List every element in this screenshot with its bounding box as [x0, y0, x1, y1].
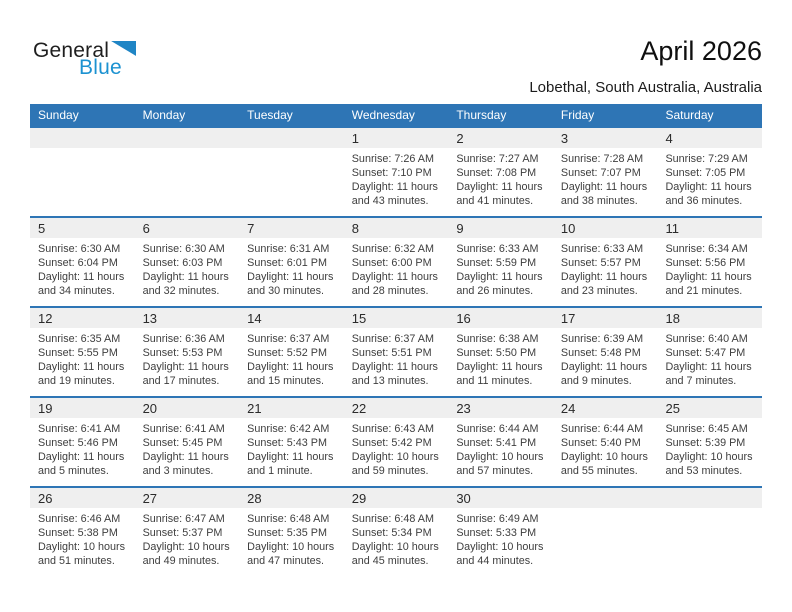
day-details	[448, 148, 553, 208]
sunset-text: Sunset: 5:55 PM	[38, 347, 118, 359]
day-details	[448, 508, 553, 568]
sunrise-text: Sunrise: 6:31 AM	[247, 243, 330, 255]
sunrise-text: Sunrise: 6:36 AM	[142, 333, 225, 345]
day-cell	[239, 128, 344, 216]
day-cell	[135, 308, 240, 396]
day-number: 29	[344, 488, 449, 508]
daylight-text: Daylight: 10 hours and 44 minutes.	[456, 541, 544, 567]
calendar-body	[30, 126, 762, 576]
sunrise-text: Sunrise: 6:45 AM	[665, 423, 748, 435]
daylight-text: Daylight: 11 hours and 11 minutes.	[456, 361, 543, 387]
daylight-text: Daylight: 10 hours and 57 minutes.	[456, 451, 544, 477]
day-number: 14	[239, 308, 344, 328]
day-details	[448, 328, 553, 388]
sunset-text: Sunset: 6:01 PM	[247, 257, 327, 269]
sunset-text: Sunset: 5:42 PM	[351, 437, 432, 449]
day-number: 20	[135, 398, 240, 418]
sunset-text: Sunset: 5:39 PM	[665, 437, 746, 449]
sunrise-text: Sunrise: 6:46 AM	[38, 513, 121, 525]
day-details	[657, 418, 762, 478]
day-number: 7	[239, 218, 344, 238]
daylight-text: Daylight: 10 hours and 55 minutes.	[560, 451, 648, 477]
sunset-text: Sunset: 5:53 PM	[142, 347, 223, 359]
sunrise-text: Sunrise: 6:44 AM	[456, 423, 539, 435]
day-details	[344, 418, 449, 478]
day-cell	[30, 398, 135, 486]
day-cell	[448, 308, 553, 396]
day-details	[553, 418, 658, 478]
day-details	[657, 508, 762, 512]
day-details	[448, 418, 553, 478]
day-number: 11	[657, 218, 762, 238]
day-details	[344, 238, 449, 298]
sunrise-text: Sunrise: 6:38 AM	[456, 333, 539, 345]
sunset-text: Sunset: 5:56 PM	[665, 257, 746, 269]
week-row	[30, 486, 762, 576]
sunset-text: Sunset: 5:51 PM	[351, 347, 432, 359]
sunset-text: Sunset: 5:37 PM	[142, 527, 223, 539]
day-cell	[553, 218, 658, 306]
weekday-header-tuesday: Tuesday	[247, 108, 293, 122]
daylight-text: Daylight: 11 hours and 13 minutes.	[351, 361, 438, 387]
day-number: 5	[30, 218, 135, 238]
day-details	[135, 328, 240, 388]
sunrise-text: Sunrise: 6:32 AM	[351, 243, 434, 255]
day-cell	[657, 218, 762, 306]
day-cell	[344, 398, 449, 486]
daylight-text: Daylight: 11 hours and 32 minutes.	[142, 271, 229, 297]
daylight-text: Daylight: 10 hours and 51 minutes.	[38, 541, 126, 567]
sunrise-text: Sunrise: 6:44 AM	[560, 423, 644, 435]
day-number: 12	[30, 308, 135, 328]
day-number: 13	[135, 308, 240, 328]
daylight-text: Daylight: 11 hours and 41 minutes.	[456, 181, 543, 207]
sunset-text: Sunset: 5:40 PM	[560, 437, 641, 449]
sunrise-text: Sunrise: 6:41 AM	[142, 423, 225, 435]
sunset-text: Sunset: 5:33 PM	[456, 527, 537, 539]
weekday-header-sunday: Sunday	[38, 108, 79, 122]
day-details	[135, 238, 240, 298]
sunrise-text: Sunrise: 6:37 AM	[351, 333, 434, 345]
page-title: April 2026	[640, 36, 762, 66]
logo-triangle-icon	[111, 41, 136, 56]
sunset-text: Sunset: 5:45 PM	[142, 437, 223, 449]
daylight-text: Daylight: 11 hours and 21 minutes.	[665, 271, 752, 297]
day-cell	[30, 308, 135, 396]
day-number: 1	[344, 128, 449, 148]
sunrise-text: Sunrise: 6:30 AM	[142, 243, 225, 255]
day-cell	[448, 128, 553, 216]
day-number: 27	[135, 488, 240, 508]
week-row	[30, 126, 762, 216]
sunset-text: Sunset: 7:08 PM	[456, 167, 537, 179]
sunrise-text: Sunrise: 7:28 AM	[560, 153, 644, 165]
daylight-text: Daylight: 10 hours and 59 minutes.	[351, 451, 439, 477]
day-details	[239, 418, 344, 478]
daylight-text: Daylight: 11 hours and 38 minutes.	[560, 181, 648, 207]
day-number: 23	[448, 398, 553, 418]
day-number: 19	[30, 398, 135, 418]
daylight-text: Daylight: 11 hours and 15 minutes.	[247, 361, 334, 387]
sunset-text: Sunset: 5:38 PM	[38, 527, 118, 539]
sunrise-text: Sunrise: 6:41 AM	[38, 423, 121, 435]
day-cell	[553, 398, 658, 486]
day-number	[657, 488, 762, 508]
day-details	[553, 238, 658, 298]
day-cell	[344, 128, 449, 216]
daylight-text: Daylight: 11 hours and 1 minute.	[247, 451, 334, 477]
sunrise-text: Sunrise: 6:34 AM	[665, 243, 748, 255]
sunrise-text: Sunrise: 6:49 AM	[456, 513, 539, 525]
day-details	[30, 238, 135, 298]
daylight-text: Daylight: 11 hours and 43 minutes.	[351, 181, 438, 207]
day-cell	[448, 398, 553, 486]
location-subtitle: Lobethal, South Australia, Australia	[529, 79, 762, 96]
daylight-text: Daylight: 11 hours and 7 minutes.	[665, 361, 752, 387]
daylight-text: Daylight: 11 hours and 26 minutes.	[456, 271, 543, 297]
day-cell	[657, 308, 762, 396]
sunrise-text: Sunrise: 6:47 AM	[142, 513, 225, 525]
day-details	[239, 238, 344, 298]
daylight-text: Daylight: 11 hours and 34 minutes.	[38, 271, 125, 297]
sunset-text: Sunset: 5:34 PM	[351, 527, 432, 539]
day-number: 8	[344, 218, 449, 238]
day-details	[448, 238, 553, 298]
day-number: 26	[30, 488, 135, 508]
day-cell	[344, 218, 449, 306]
day-cell	[135, 488, 240, 576]
day-details	[30, 148, 135, 152]
day-details	[135, 508, 240, 568]
day-details	[553, 508, 658, 512]
day-details	[135, 148, 240, 152]
day-details	[344, 508, 449, 568]
daylight-text: Daylight: 10 hours and 45 minutes.	[351, 541, 439, 567]
day-cell	[448, 488, 553, 576]
sunrise-text: Sunrise: 6:33 AM	[560, 243, 644, 255]
sunrise-text: Sunrise: 7:26 AM	[351, 153, 434, 165]
day-details	[239, 328, 344, 388]
weekday-header-wednesday: Wednesday	[351, 108, 415, 122]
day-details	[344, 148, 449, 208]
day-details	[239, 508, 344, 568]
day-number	[239, 128, 344, 148]
day-cell	[135, 218, 240, 306]
sunset-text: Sunset: 6:00 PM	[351, 257, 432, 269]
weekday-header-monday: Monday	[142, 108, 186, 122]
day-cell	[553, 488, 658, 576]
day-cell	[30, 128, 135, 216]
daylight-text: Daylight: 11 hours and 30 minutes.	[247, 271, 334, 297]
day-number: 9	[448, 218, 553, 238]
sunset-text: Sunset: 6:03 PM	[142, 257, 223, 269]
sunrise-text: Sunrise: 6:48 AM	[247, 513, 330, 525]
sunrise-text: Sunrise: 6:39 AM	[560, 333, 644, 345]
day-cell	[135, 128, 240, 216]
daylight-text: Daylight: 11 hours and 28 minutes.	[351, 271, 438, 297]
day-number: 4	[657, 128, 762, 148]
day-details	[657, 148, 762, 208]
sunset-text: Sunset: 7:10 PM	[351, 167, 432, 179]
sunset-text: Sunset: 7:07 PM	[560, 167, 641, 179]
week-row	[30, 306, 762, 396]
day-cell	[239, 308, 344, 396]
sunset-text: Sunset: 5:52 PM	[247, 347, 327, 359]
daylight-text: Daylight: 11 hours and 3 minutes.	[142, 451, 229, 477]
day-cell	[239, 488, 344, 576]
week-row	[30, 216, 762, 306]
day-number: 28	[239, 488, 344, 508]
day-cell	[135, 398, 240, 486]
day-cell	[657, 488, 762, 576]
day-cell	[657, 128, 762, 216]
sunrise-text: Sunrise: 6:48 AM	[351, 513, 434, 525]
day-details	[657, 238, 762, 298]
day-number: 17	[553, 308, 658, 328]
day-cell	[448, 218, 553, 306]
daylight-text: Daylight: 11 hours and 5 minutes.	[38, 451, 125, 477]
sunrise-text: Sunrise: 6:35 AM	[38, 333, 121, 345]
daylight-text: Daylight: 11 hours and 23 minutes.	[560, 271, 648, 297]
day-number	[135, 128, 240, 148]
calendar-table	[30, 104, 762, 576]
day-number	[30, 128, 135, 148]
sunset-text: Sunset: 5:41 PM	[456, 437, 537, 449]
sunrise-text: Sunrise: 6:37 AM	[247, 333, 330, 345]
day-cell	[239, 398, 344, 486]
day-number: 24	[553, 398, 658, 418]
day-cell	[657, 398, 762, 486]
day-number: 30	[448, 488, 553, 508]
sunrise-text: Sunrise: 7:29 AM	[665, 153, 748, 165]
day-cell	[344, 308, 449, 396]
day-number: 6	[135, 218, 240, 238]
day-details	[239, 148, 344, 152]
day-number: 16	[448, 308, 553, 328]
daylight-text: Daylight: 10 hours and 53 minutes.	[665, 451, 753, 477]
day-cell	[30, 218, 135, 306]
day-cell	[344, 488, 449, 576]
sunset-text: Sunset: 6:04 PM	[38, 257, 118, 269]
sunset-text: Sunset: 5:48 PM	[560, 347, 641, 359]
weekday-header-row	[30, 104, 762, 126]
sunrise-text: Sunrise: 6:30 AM	[38, 243, 121, 255]
weekday-header-thursday: Thursday	[456, 108, 507, 122]
day-number	[553, 488, 658, 508]
week-row	[30, 396, 762, 486]
logo-blue-label: Blue	[79, 56, 122, 79]
day-details	[553, 328, 658, 388]
day-details	[135, 418, 240, 478]
day-details	[344, 328, 449, 388]
sunrise-text: Sunrise: 6:42 AM	[247, 423, 330, 435]
logo-general-label: General	[33, 39, 110, 62]
day-cell	[553, 128, 658, 216]
daylight-text: Daylight: 11 hours and 36 minutes.	[665, 181, 752, 207]
day-cell	[553, 308, 658, 396]
weekday-header-saturday: Saturday	[665, 108, 714, 122]
sunset-text: Sunset: 5:35 PM	[247, 527, 327, 539]
daylight-text: Daylight: 11 hours and 17 minutes.	[142, 361, 229, 387]
daylight-text: Daylight: 10 hours and 47 minutes.	[247, 541, 335, 567]
daylight-text: Daylight: 11 hours and 9 minutes.	[560, 361, 648, 387]
title-block	[529, 36, 762, 96]
day-details	[657, 328, 762, 388]
day-number: 3	[553, 128, 658, 148]
sunset-text: Sunset: 7:05 PM	[665, 167, 746, 179]
day-cell	[239, 218, 344, 306]
day-details	[30, 418, 135, 478]
sunset-text: Sunset: 5:43 PM	[247, 437, 327, 449]
day-details	[30, 328, 135, 388]
day-number: 10	[553, 218, 658, 238]
day-number: 22	[344, 398, 449, 418]
sunset-text: Sunset: 5:47 PM	[665, 347, 746, 359]
general-blue-logo	[33, 40, 136, 78]
day-number: 21	[239, 398, 344, 418]
day-number: 2	[448, 128, 553, 148]
daylight-text: Daylight: 11 hours and 19 minutes.	[38, 361, 125, 387]
sunrise-text: Sunrise: 6:40 AM	[665, 333, 748, 345]
weekday-header-friday: Friday	[560, 108, 595, 122]
day-number: 15	[344, 308, 449, 328]
sunrise-text: Sunrise: 7:27 AM	[456, 153, 539, 165]
day-details	[553, 148, 658, 208]
sunset-text: Sunset: 5:46 PM	[38, 437, 118, 449]
day-number: 25	[657, 398, 762, 418]
sunrise-text: Sunrise: 6:43 AM	[351, 423, 434, 435]
day-number: 18	[657, 308, 762, 328]
daylight-text: Daylight: 10 hours and 49 minutes.	[142, 541, 230, 567]
sunset-text: Sunset: 5:50 PM	[456, 347, 537, 359]
day-details	[30, 508, 135, 568]
day-cell	[30, 488, 135, 576]
sunrise-text: Sunrise: 6:33 AM	[456, 243, 539, 255]
sunset-text: Sunset: 5:59 PM	[456, 257, 537, 269]
sunset-text: Sunset: 5:57 PM	[560, 257, 641, 269]
